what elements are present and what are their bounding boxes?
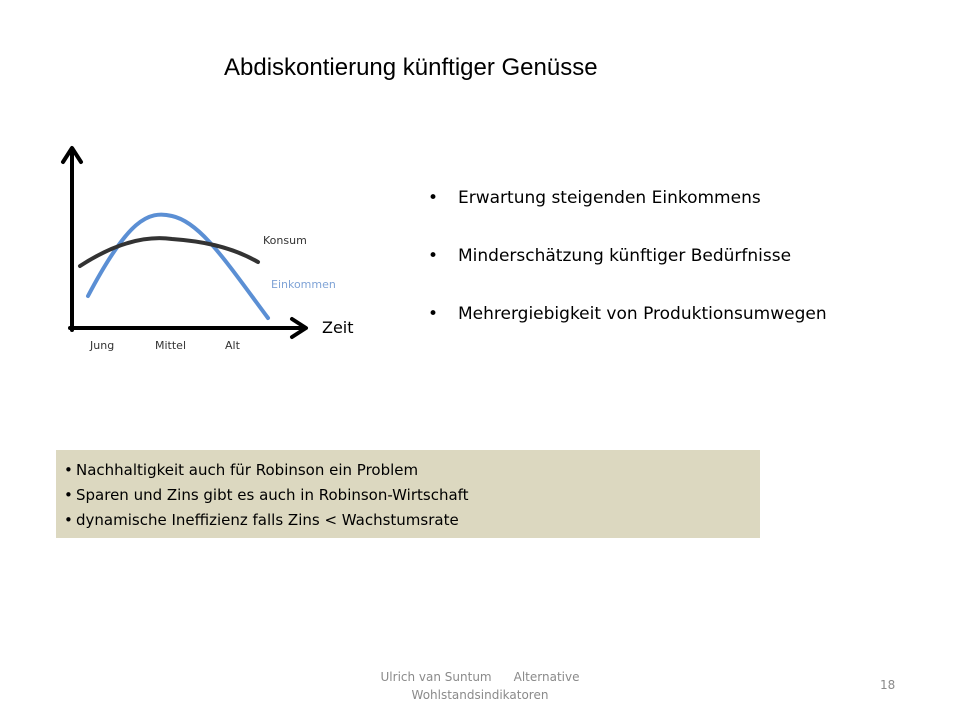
list-item: [64, 458, 760, 483]
page-number: 18: [880, 678, 896, 692]
footer-text: [340, 668, 620, 704]
list-item: [428, 300, 827, 358]
summary-box: [56, 450, 760, 538]
box-item-text: Sparen und Zins gibt es auch in Robinson-Wirtschaft: [76, 486, 469, 504]
bullet-text: Erwartung steigenden Einkommens: [458, 188, 761, 208]
box-item-text: dynamische Ineffizienz falls Zins < Wachstumsrate: [76, 511, 459, 529]
footer-subject-line2: Wohlstandsindikatoren: [411, 688, 549, 702]
x-axis-label: Zeit: [322, 318, 354, 337]
bullet-icon: •: [64, 511, 73, 529]
bullet-icon: •: [428, 246, 439, 266]
bullet-icon: •: [64, 486, 73, 504]
list-item: [64, 483, 760, 508]
stage-label-mittel: Mittel: [155, 339, 186, 352]
bullet-icon: •: [428, 188, 439, 208]
bullet-icon: •: [64, 461, 73, 479]
bullet-icon: •: [428, 304, 439, 324]
einkommen-curve: [88, 215, 268, 318]
footer-author: Ulrich van Suntum: [380, 670, 492, 684]
footer-subject-line1: Alternative: [513, 670, 580, 684]
konsum-label: Konsum: [263, 234, 307, 247]
box-item-text: Nachhaltigkeit auch für Robinson ein Problem: [76, 461, 419, 479]
stage-label-jung: Jung: [90, 339, 115, 352]
einkommen-label: Einkommen: [271, 278, 336, 291]
stage-label-alt: Alt: [225, 339, 240, 352]
bullet-text: Mehrergiebigkeit von Produktionsumwegen: [458, 304, 827, 324]
list-item: [428, 242, 827, 300]
reasons-list: [428, 184, 827, 358]
bullet-text: Minderschätzung künftiger Bedürfnisse: [458, 246, 792, 266]
slide-title: Abdiskontierung künftiger Genüsse: [224, 54, 598, 81]
list-item: [64, 508, 760, 533]
list-item: [428, 184, 827, 242]
